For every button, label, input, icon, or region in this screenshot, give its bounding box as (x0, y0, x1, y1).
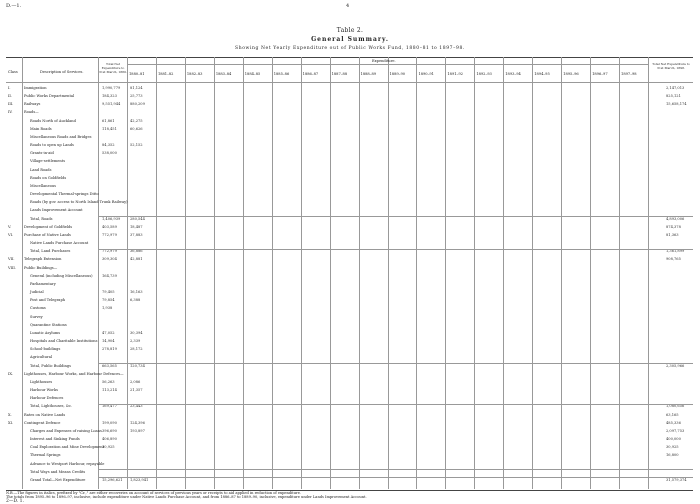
row-label: Roads on Goldfields (30, 175, 67, 180)
row-prior-value: 309,304 (102, 257, 117, 262)
row-label: Purchase of Native Lands (24, 232, 71, 237)
row-prior-value: 164,739 (102, 273, 117, 278)
row-label: Lunatic Asylums (30, 330, 61, 335)
col-header-total: Total Net Expenditure to 31st March, 1898. (652, 62, 690, 71)
row-label: Customs (30, 306, 46, 311)
row-prior-value: 406,890 (102, 437, 117, 442)
row-total-value: 908,765 (666, 257, 681, 262)
row-first-year-value: 42,275 (130, 118, 143, 123)
row-prior-value: 47,052 (102, 330, 115, 335)
table-number: Table 2. (336, 27, 364, 34)
col-rule (648, 57, 649, 489)
col-rule (272, 57, 273, 489)
row-label: Quarantine Stations (30, 322, 67, 327)
row-total-value: 31,579,374 (666, 477, 687, 482)
row-first-year-value: 120,734 (130, 363, 145, 368)
col-header-year: 1893–94 (505, 72, 521, 76)
col-rule (156, 57, 157, 489)
col-rule (330, 57, 331, 489)
footnote-2: The totals from 1895–96 to 1896–97, inclusive, include expenditure under Native Lands Purchase Account, and from 1886–87 to 1889–90, inclusive, expenditure under Lands Improvement Account. (6, 495, 367, 499)
row-total-value: 4,893,006 (666, 216, 685, 221)
row-first-year-value: 6,388 (130, 298, 141, 303)
row-label: Total, Lighthouses, &c. (30, 404, 73, 409)
total-rule (98, 363, 693, 364)
row-label: Harbour Defences (30, 396, 64, 401)
row-total-value: 16,800 (666, 453, 679, 458)
row-total-value: 485,336 (666, 420, 681, 425)
col-rule (22, 57, 23, 489)
row-class: VIII. (8, 265, 16, 270)
row-total-value: 30,925 (666, 445, 679, 450)
page-header-left: D.—1. (6, 3, 22, 9)
row-first-year-value: 21,357 (130, 388, 143, 393)
row-label: Roads— (24, 110, 39, 115)
row-label: Grants-in-aid (30, 151, 54, 156)
row-label: Developmental Thermal-springs Ditto (30, 192, 99, 197)
col-header-year: 1892–93 (476, 72, 492, 76)
col-rule (416, 57, 417, 489)
col-rule (243, 57, 244, 489)
row-prior-value: 79,854 (102, 298, 115, 303)
row-prior-value: 1,406,939 (102, 216, 121, 221)
row-prior-value: 30,925 (102, 445, 115, 450)
row-label: Charges and Expenses of raising Loans (30, 428, 102, 433)
col-header-year: 1888–89 (360, 72, 377, 76)
row-label: Rates on Native Lands (24, 412, 66, 417)
row-prior-value: 84,352 (102, 143, 115, 148)
row-label: Agricultural (30, 355, 53, 360)
col-header-description: Description of Services. (40, 70, 84, 74)
row-label: Judicial (30, 290, 44, 295)
row-prior-value: 61,861 (102, 118, 115, 123)
col-header-year: 1885–86 (273, 72, 290, 76)
row-prior-value: 118,451 (102, 126, 117, 131)
row-label: Interest and Sinking Funds (30, 437, 80, 442)
row-prior-value: 9,551,944 (102, 102, 121, 107)
row-label: Roads to open up Lands (30, 143, 74, 148)
row-prior-value: 113,214 (102, 388, 117, 393)
row-label: Public Buildings— (24, 265, 58, 270)
row-label: Main Roads (30, 126, 52, 131)
row-prior-value: 1,938 (102, 306, 113, 311)
row-prior-value: 1,990,779 (102, 86, 121, 90)
row-first-year-value: 60,626 (130, 126, 143, 131)
row-total-value: 1,361,899 (666, 249, 685, 254)
col-header-year: 1881–82 (157, 72, 174, 76)
col-rule (445, 57, 446, 489)
row-total-value: 2,147,013 (666, 86, 685, 90)
row-class: VI. (8, 232, 14, 237)
row-total-value: 2,097,753 (666, 428, 685, 433)
row-prior-value: 663,565 (102, 363, 117, 368)
page-reference: 2—D. 1. (6, 499, 24, 504)
row-label: Grand Total—Net Expenditure (30, 477, 86, 482)
col-rule (561, 57, 562, 489)
col-header-year: 1895–96 (563, 72, 579, 76)
row-prior-value: 169,477 (102, 404, 117, 409)
row-total-value: 874,378 (666, 224, 681, 229)
col-header-year: 1880–81 (129, 72, 145, 76)
col-header-year: 1891–92 (447, 72, 463, 76)
row-class: VII. (8, 257, 15, 262)
row-label: Total, Roads (30, 216, 53, 221)
col-header-year: 1883–84 (215, 72, 232, 76)
row-first-year-value: 37,883 (130, 232, 143, 237)
col-header-year: 1894–95 (534, 72, 550, 76)
row-prior-value: 403,589 (102, 224, 117, 229)
row-label: Roads (by gov. access to North Island Trunk Railway) (30, 200, 128, 205)
row-label: Total, Public Buildings (30, 363, 71, 368)
row-prior-value: 15,296,621 (102, 477, 123, 482)
col-header-year: 1882–83 (186, 72, 203, 76)
row-total-value: 400,000 (666, 437, 681, 442)
row-first-year-value: 1,823,941 (130, 477, 149, 482)
row-total-value: 1,080,656 (666, 404, 685, 409)
row-prior-value: 14,904 (102, 339, 115, 344)
row-first-year-value: 18,487 (130, 224, 143, 229)
row-first-year-value: 36,886 (130, 249, 143, 254)
row-first-year-value: 52,152 (130, 143, 143, 148)
total-rule (98, 249, 693, 250)
row-label: Contingent Defence (24, 420, 61, 425)
total-rule (98, 477, 693, 478)
row-prior-value: 184,323 (102, 94, 117, 99)
row-label: Telegraph Extension (24, 257, 62, 262)
col-rule (590, 57, 591, 489)
total-rule (98, 469, 693, 470)
row-total-value: 81,363 (666, 232, 679, 237)
row-first-year-value: 42,881 (130, 257, 143, 262)
page-number: 4 (346, 3, 350, 9)
row-prior-value: 278,819 (102, 347, 117, 352)
col-header-year: 1890–91 (418, 72, 434, 76)
row-label: Land Roads (30, 167, 52, 172)
row-label: Railways (24, 102, 41, 107)
col-rule (98, 57, 99, 489)
row-label: Total Ways and Means Credits (30, 469, 86, 474)
col-header-year: 1887–88 (331, 72, 348, 76)
row-label: Village-settlements (30, 159, 66, 164)
row-first-year-value: 16,163 (130, 290, 143, 295)
col-header-year: 1889–90 (389, 72, 406, 76)
col-rule (503, 57, 504, 489)
row-label: Roads North of Auckland (30, 118, 76, 123)
row-class: I. (8, 86, 11, 90)
col-header-year: 1886–87 (302, 72, 319, 76)
row-label: Lands Improvement Account (30, 208, 83, 213)
row-first-year-value: 81,124 (130, 86, 143, 90)
row-first-year-value: 2,086 (130, 379, 141, 384)
row-label: Miscellaneous (30, 183, 57, 188)
row-label: Post and Telegraph (30, 298, 66, 303)
row-first-year-value: 28,172 (130, 347, 143, 352)
row-prior-value: 79,405 (102, 290, 115, 295)
row-label: Survey (30, 314, 43, 319)
col-rule (301, 57, 302, 489)
row-class: V. (8, 224, 12, 229)
footnote-1: N.B.—The figures in italics, prefixed by "Cr.," are either recoveries on account of services of previous years or receipts to aid applied in reduction of expenditure. (6, 491, 302, 495)
row-class: IX. (8, 371, 14, 376)
row-first-year-value: 25,773 (130, 94, 143, 99)
row-prior-value: 396,690 (102, 428, 117, 433)
col-rule (185, 57, 186, 489)
row-label: General (including Miscellaneous) (30, 273, 93, 278)
row-label: Lighthouses (30, 379, 53, 384)
row-label: Hospitals and Charitable Institutions (30, 339, 98, 344)
col-rule (127, 57, 128, 489)
row-label: Thermal Springs (30, 453, 61, 458)
row-prior-value: 772,979 (102, 249, 117, 254)
row-class: III. (8, 102, 14, 107)
row-label: Parliamentary (30, 281, 56, 286)
row-label: Development of Goldfields (24, 224, 73, 229)
row-label: Native Lands Purchase Account (30, 241, 89, 246)
col-rule (214, 57, 215, 489)
row-label: Lighthouses, Harbour Works, and Harbour Defences— (24, 371, 124, 376)
col-header-year: 1897–98 (621, 72, 637, 76)
row-label: Advance to Westport Harbour, repayable (30, 461, 105, 466)
row-first-year-value: 2,339 (130, 339, 141, 344)
row-first-year-value: 280,544 (130, 216, 145, 221)
row-prior-value: 199,090 (102, 420, 117, 425)
table-heading: General Summary. (311, 36, 389, 43)
row-class: XI. (8, 420, 14, 425)
col-header-year: 1896–97 (592, 72, 608, 76)
row-prior-value: 772,979 (102, 232, 117, 237)
row-label: Harbour Works (30, 388, 58, 393)
row-first-year-value: 23,443 (130, 404, 143, 409)
row-class: IV. (8, 110, 13, 115)
col-header-class: Class (8, 70, 18, 74)
col-rule (359, 57, 360, 489)
row-label: Coal Exploration and Mine Development (30, 445, 105, 450)
total-rule (98, 404, 693, 405)
row-label: School-buildings (30, 347, 61, 352)
row-prior-value: 56,263 (102, 379, 115, 384)
row-label: Immigration (24, 86, 47, 90)
col-header-year: 1884–85 (244, 72, 261, 76)
row-label: Miscellaneous Roads and Bridges (30, 134, 92, 139)
row-total-value: 63,165 (666, 412, 679, 417)
table-subheading: Showing Net Yearly Expenditure out of Public Works Fund, 1880–81 to 1897–98. (235, 46, 465, 51)
row-first-year-value: 880,209 (130, 102, 145, 107)
col-rule (474, 57, 475, 489)
row-label: Public Works Departmental (24, 94, 75, 99)
row-first-year-value: 193,897 (130, 428, 145, 433)
row-label: Total, Land Purchases (30, 249, 71, 254)
col-rule (388, 57, 389, 489)
total-rule (98, 216, 693, 217)
col-rule (619, 57, 620, 489)
row-class: X. (8, 412, 12, 417)
col-header-expenditure: Expenditure. (372, 59, 396, 63)
row-total-value: 15,658,174 (666, 102, 687, 107)
row-first-year-value: 124,396 (130, 420, 145, 425)
row-class: II. (8, 94, 12, 99)
col-rule (532, 57, 533, 489)
row-total-value: 825,121 (666, 94, 681, 99)
row-prior-value: 538,000 (102, 151, 117, 156)
col-header-prior: Total Net Expenditure to 31st March, 1880. (99, 62, 127, 75)
row-total-value: 2,305,966 (666, 363, 685, 368)
row-first-year-value: 30,394 (130, 330, 143, 335)
